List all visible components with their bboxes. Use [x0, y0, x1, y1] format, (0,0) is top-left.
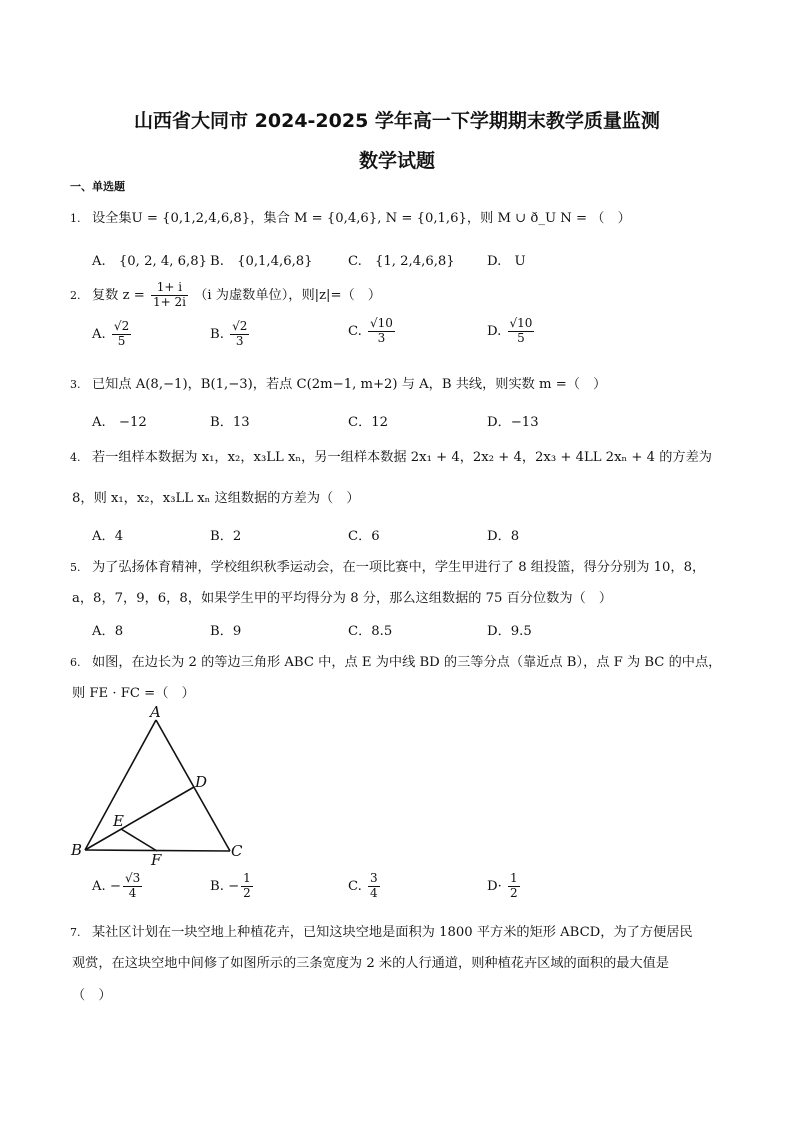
option-c[interactable]: C．6: [348, 529, 380, 544]
label-a: A: [150, 705, 161, 721]
question-text: 复数 z =: [92, 287, 145, 303]
question-number: 2.: [70, 288, 81, 302]
question-6-cont: 则 FE · FC =（ ）: [72, 686, 195, 701]
label-f: F: [151, 851, 162, 869]
question-4-cont: 8，则 x₁，x₂，x₃LL xₙ 这组数据的方差为（ ）: [72, 491, 360, 506]
question-7-cont2: （ ）: [72, 988, 112, 1003]
triangle-figure: [60, 705, 260, 870]
option-b[interactable]: B．2: [210, 529, 242, 544]
option-a[interactable]: A. − $\frac{√3}{4}$: [92, 871, 141, 900]
option-a[interactable]: A. {0, 2, 4, 6,8}: [92, 254, 207, 269]
question-6: [70, 651, 721, 670]
section-heading: 一、单选题: [70, 180, 125, 193]
option-c[interactable]: C．12: [348, 415, 389, 430]
question-number: 1.: [70, 212, 81, 225]
option-c[interactable]: C. $\frac{√10}{3}$: [348, 316, 393, 345]
edge-ab: [85, 720, 156, 850]
option-c[interactable]: C. {1, 2,4,6,8}: [348, 254, 455, 269]
option-d[interactable]: D· $\frac{1}{2}$: [487, 871, 518, 900]
option-b[interactable]: B．13: [210, 415, 250, 430]
option-d[interactable]: D. $\frac{√10}{5}$: [487, 316, 533, 345]
question-number: 4.: [70, 451, 81, 464]
question-text: 如图，在边长为 2 的等边三角形 ABC 中，点 E 为中线 BD 的三等分点（靠近点 B），点 F 为 BC 的中点，: [92, 655, 722, 670]
question-7-cont: 观赏，在这块空地中间修了如图所示的三条宽度为 2 米的人行通道，则种植花卉区域的面积的最大值是: [72, 956, 670, 971]
question-7: [70, 921, 693, 940]
question-number: 3.: [70, 378, 81, 391]
option-b[interactable]: B. {0,1,4,6,8}: [210, 254, 313, 269]
question-5: [70, 556, 705, 575]
option-b[interactable]: B. $\frac{√2}{3}$: [210, 319, 248, 348]
option-d[interactable]: D．8: [487, 529, 520, 544]
option-d[interactable]: D. U: [487, 254, 526, 269]
question-5-cont: a，8，7，9，6，8，如果学生甲的平均得分为 8 分，那么这组数据的 75 百分位数为（ ）: [72, 591, 613, 606]
question-number: 6.: [70, 656, 81, 669]
option-a[interactable]: A. $\frac{√2}{5}$: [92, 319, 130, 348]
option-a[interactable]: A．8: [92, 624, 124, 639]
option-a[interactable]: A. −12: [92, 415, 147, 430]
option-c[interactable]: C．8.5: [348, 624, 393, 639]
option-d[interactable]: D．9.5: [487, 624, 532, 639]
segment-ef: [121, 829, 157, 851]
label-e: E: [113, 812, 124, 830]
exam-title: 山西省大同市 2024-2025 学年高一下学期期末教学质量监测: [134, 110, 660, 132]
exam-subtitle: 数学试题: [358, 150, 435, 172]
question-text: 设全集U = {0,1,2,4,6,8}，集合 M = {0,4,6}, N = {0,1,6}，则 M ∪ ð_U N = （ ）: [92, 211, 631, 226]
question-1: [70, 207, 631, 226]
fraction: $\frac{1+ i}{1+ 2i}$: [152, 280, 186, 309]
edge-ac: [156, 720, 230, 851]
label-d: D: [195, 773, 208, 791]
label-b: B: [71, 841, 83, 859]
question-text: 已知点 A(8,−1)，B(1,−3)，若点 C(2m−1, m+2) 与 A，B 共线，则实数 m =（ ）: [92, 377, 607, 392]
question-number: 5.: [70, 561, 81, 574]
question-number: 7.: [70, 926, 81, 939]
question-3: [70, 373, 606, 392]
option-b[interactable]: B．9: [210, 624, 242, 639]
question-text: 某社区计划在一块空地上种植花卉，已知这块空地是面积为 1800 平方米的矩形 ABCD，为了方便居民: [92, 925, 693, 940]
option-a[interactable]: A．4: [92, 529, 124, 544]
question-4: [70, 446, 712, 465]
option-c[interactable]: C. $\frac{3}{4}$: [348, 871, 378, 900]
question-2: [70, 281, 381, 310]
question-text: 若一组样本数据为 x₁，x₂，x₃LL xₙ，另一组样本数据 2x₁ + 4，2x₂ + 4，2x₃ + 4LL 2xₙ + 4 的方差为: [92, 450, 712, 465]
question-text-tail: （i 为虚数单位），则|z|=（ ）: [194, 287, 382, 303]
label-c: C: [231, 842, 243, 860]
option-b[interactable]: B. − $\frac{1}{2}$: [210, 871, 251, 900]
option-d[interactable]: D．−13: [487, 415, 539, 430]
question-text: 为了弘扬体育精神，学校组织秋季运动会，在一项比赛中，学生甲进行了 8 组投篮，得分分别为 10，8，: [92, 560, 706, 575]
